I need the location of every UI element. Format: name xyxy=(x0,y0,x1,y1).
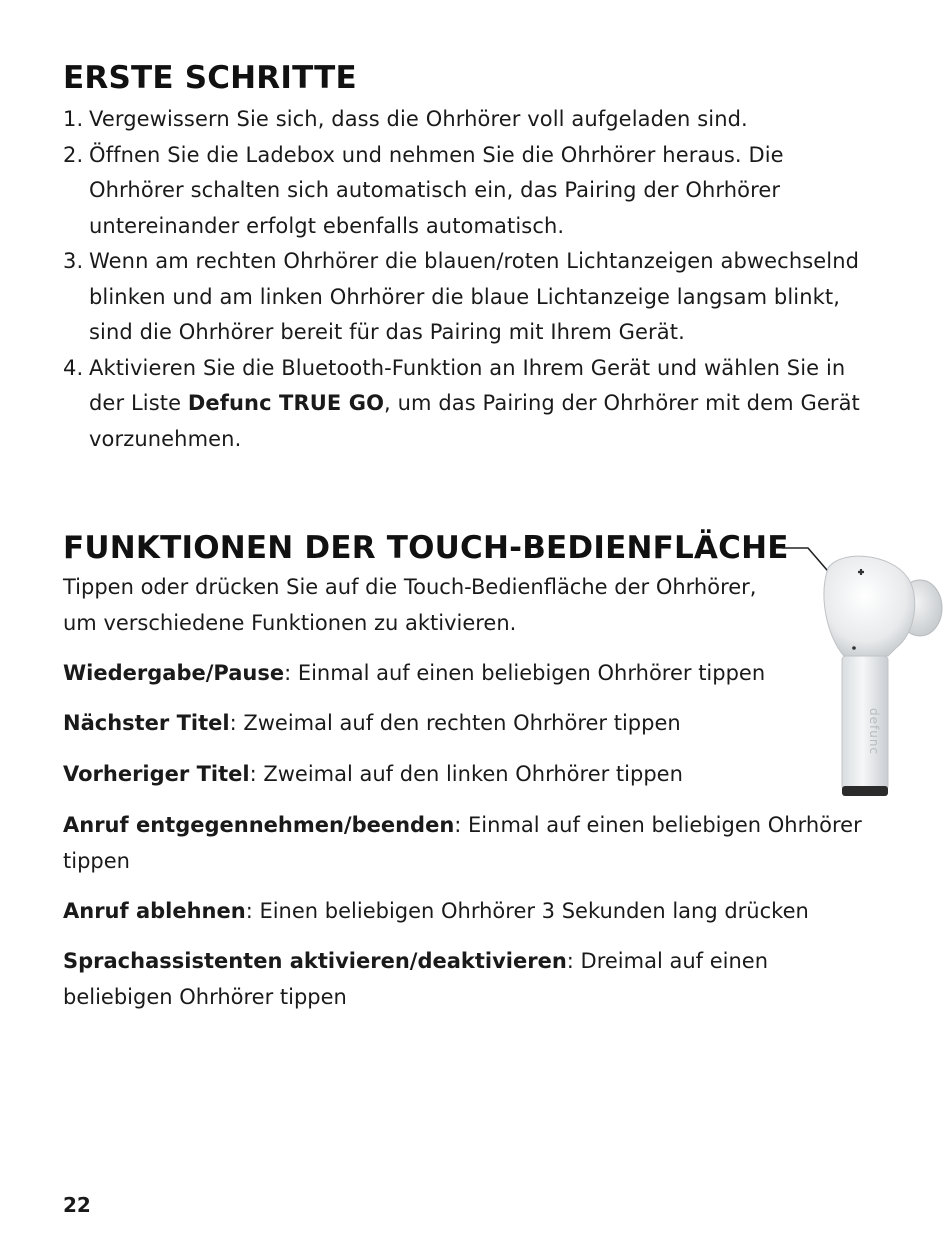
function-next-track xyxy=(63,706,883,742)
step-text-after: , um das Pairing der Ohrhörer mit dem Gerät vorzunehmen. xyxy=(89,391,860,451)
section-title-getting-started: ERSTE SCHRITTE xyxy=(63,60,357,96)
function-play-pause xyxy=(63,656,883,692)
function-label: Sprachassistenten aktivieren/deaktivieren xyxy=(63,949,567,973)
function-reject-call xyxy=(63,894,883,930)
step-text-before: Aktivieren Sie die Bluetooth-Funktion an Ihrem Gerät und wählen Sie in der Liste xyxy=(89,355,846,415)
touch-intro: Tippen oder drücken Sie auf die Touch-Bedienfläche der Ohrhörer, um verschiedene Funktionen zu aktivieren. xyxy=(63,575,757,635)
step-number: 1. xyxy=(63,107,84,131)
step-item xyxy=(63,244,883,351)
step-text: Öffnen Sie die Ladebox und nehmen Sie die Ohrhörer heraus. Die Ohrhörer schalten sich automatisch ein, das Pairing der Ohrhörer untereinander erfolgt ebenfalls automatisch. xyxy=(89,142,784,238)
earbud-logo: defunc xyxy=(867,708,881,756)
function-desc: : Einmal auf einen beliebigen Ohrhörer tippen xyxy=(63,813,862,873)
function-label: Anruf entgegennehmen/beenden xyxy=(63,813,455,837)
function-label: Nächster Titel xyxy=(63,711,230,735)
function-previous-track xyxy=(63,757,883,793)
function-desc: : Einen beliebigen Ohrhörer 3 Sekunden lang drücken xyxy=(245,899,809,923)
page-number: 22 xyxy=(63,1193,91,1217)
function-desc: : Einmal auf einen beliebigen Ohrhörer tippen xyxy=(284,661,766,685)
step-text: Wenn am rechten Ohrhörer die blauen/roten Lichtanzeigen abwechselnd blinken und am linken Ohrhörer die blaue Lichtanzeige langsam blinkt, sind die Ohrhörer bereit für das Pairing mit Ihrem Gerät. xyxy=(89,249,860,344)
step-number: 3. xyxy=(63,249,84,273)
section-title-touch-functions: FUNKTIONEN DER TOUCH-BEDIENFLÄCHE xyxy=(63,530,789,566)
function-label: Anruf ablehnen xyxy=(63,899,246,923)
earbud-icon xyxy=(780,538,948,806)
function-desc: : Zweimal auf den rechten Ohrhörer tippen xyxy=(229,711,681,735)
step-number: 2. xyxy=(63,142,84,167)
device-name: Defunc TRUE GO xyxy=(187,391,385,415)
step-item xyxy=(63,138,883,245)
function-voice-assistant xyxy=(63,944,883,1015)
step-item xyxy=(63,351,883,458)
step-number: 4. xyxy=(63,355,84,380)
steps-list xyxy=(63,102,883,457)
function-answer-call xyxy=(63,808,883,879)
function-desc: : Dreimal auf einen beliebigen Ohrhörer tippen xyxy=(63,949,769,1009)
step-item xyxy=(63,102,883,138)
function-desc: : Zweimal auf den linken Ohrhörer tippen xyxy=(249,762,683,786)
step-text: Vergewissern Sie sich, dass die Ohrhörer voll aufgeladen sind. xyxy=(89,107,748,131)
function-label: Vorheriger Titel xyxy=(63,762,250,786)
function-label: Wiedergabe/Pause xyxy=(63,661,285,685)
